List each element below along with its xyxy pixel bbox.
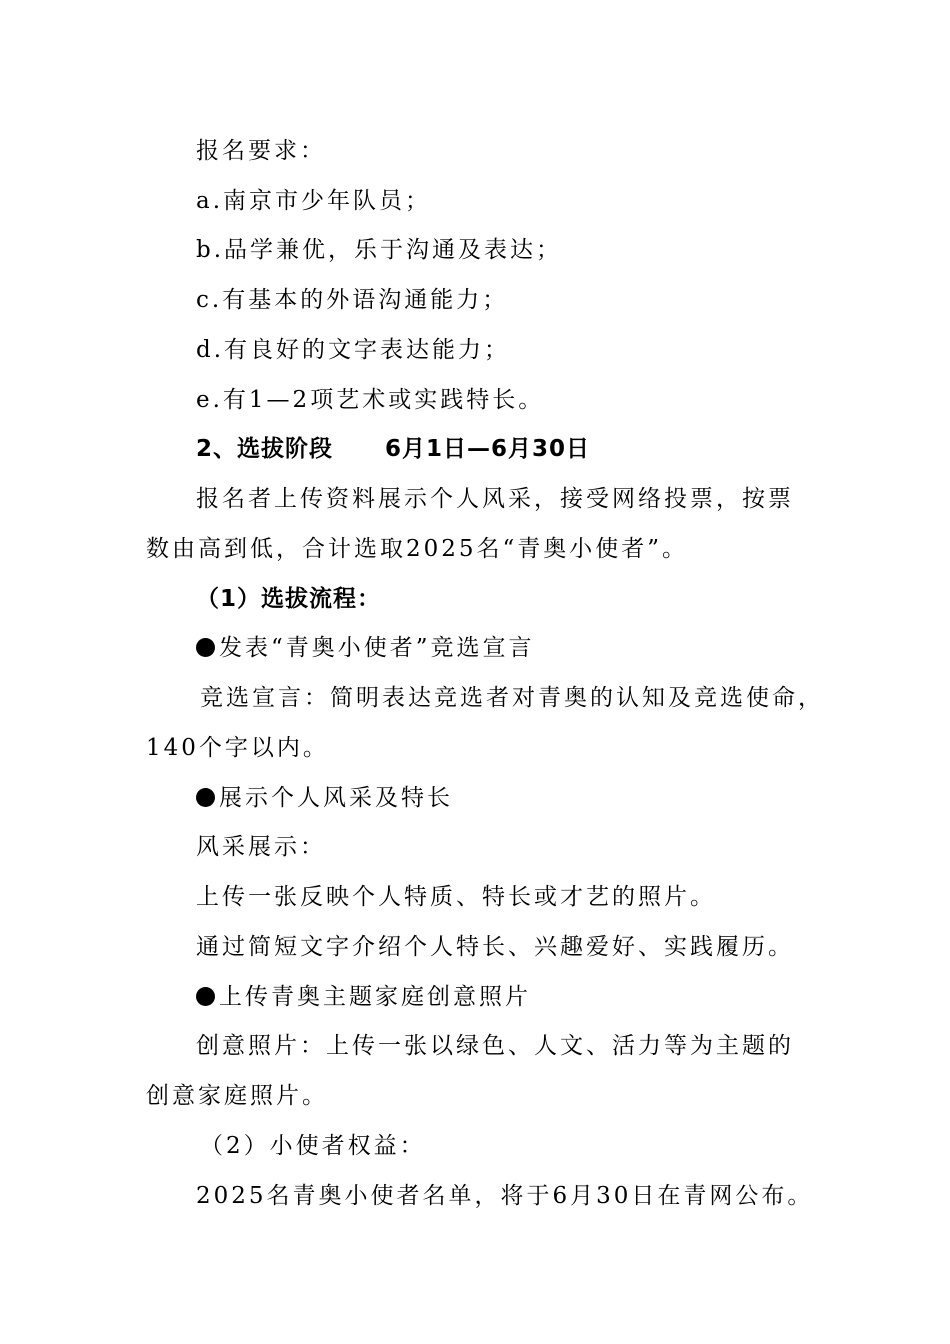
bullet-icon xyxy=(196,987,215,1006)
requirements-title: 报名要求： xyxy=(196,138,326,164)
bullet-style-label: 展示个人风采及特长 xyxy=(219,785,453,811)
requirement-b: b.品学兼优，乐于沟通及表达； xyxy=(196,237,563,263)
bullet-icon xyxy=(196,788,215,807)
style-title: 风采展示： xyxy=(196,834,326,860)
requirement-e: e.有1—2项艺术或实践特长。 xyxy=(196,387,545,413)
requirement-c: c.有基本的外语沟通能力； xyxy=(196,287,509,313)
bullet-photo xyxy=(196,982,830,1012)
bullet-photo-label: 上传青奥主题家庭创意照片 xyxy=(219,984,531,1010)
bullet-manifesto xyxy=(196,633,830,663)
requirement-a: a.南京市少年队员； xyxy=(196,188,432,214)
photo-line-1: 创意照片：上传一张以绿色、人文、活力等为主题的 xyxy=(196,1033,794,1059)
stage-title: 2、选拔阶段 xyxy=(196,436,334,462)
style-line-1: 上传一张反映个人特质、特长或才艺的照片。 xyxy=(196,884,716,910)
stage-heading xyxy=(196,434,830,464)
bullet-style xyxy=(196,783,830,813)
stage-description-line-2: 数由高到低，合计选取2025名“青奥小使者”。 xyxy=(146,536,689,562)
manifesto-line-2: 140个字以内。 xyxy=(146,735,329,761)
rights-line-1: 2025名青奥小使者名单，将于6月30日在青网公布。 xyxy=(196,1183,814,1209)
stage-date: 6月1日—6月30日 xyxy=(385,436,591,462)
stage-description-line-1: 报名者上传资料展示个人风采，接受网络投票，按票 xyxy=(196,486,794,512)
rights-title: （2）小使者权益： xyxy=(200,1133,426,1159)
process-title: （1）选拔流程： xyxy=(196,586,382,612)
manifesto-line-1: 竞选宣言：简明表达竞选者对青奥的认知及竞选使命， xyxy=(200,685,824,711)
bullet-manifesto-label: 发表“青奥小使者”竞选宣言 xyxy=(219,635,535,661)
requirement-d: d.有良好的文字表达能力； xyxy=(196,337,511,363)
style-line-2: 通过简短文字介绍个人特长、兴趣爱好、实践履历。 xyxy=(196,934,794,960)
bullet-icon xyxy=(196,638,215,657)
photo-line-2: 创意家庭照片。 xyxy=(146,1083,328,1109)
